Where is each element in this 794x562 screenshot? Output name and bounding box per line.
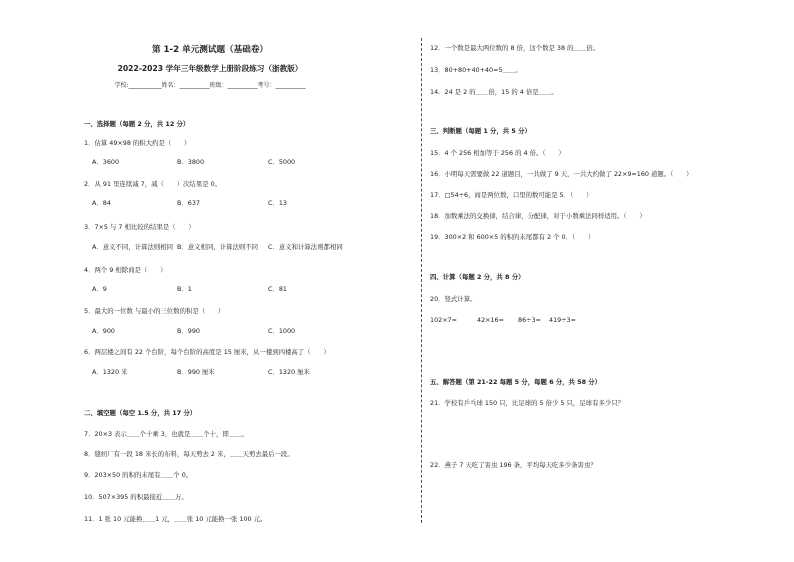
question-17: 17．□54÷6，商是两位数，口里的数可能是 5．（ ）	[430, 191, 593, 199]
question-9: 9．203×50 的积的末尾有＿＿个 0。	[84, 471, 193, 479]
question-22: 22．燕子 7 天吃了害虫 196 条，平均每天吃多少条害虫？	[430, 461, 597, 469]
student-info-line: 学校:___________姓名：__________班级：__________考号：__________	[114, 82, 306, 89]
q6-option-b: B．990 厘米	[177, 368, 215, 376]
question-8: 8．缝纫厂有一段 18 米长的布料，每天剪去 2 米，＿＿天剪去最后一段。	[84, 450, 294, 458]
section-5-heading: 五、解答题（第 21-22 每题 5 分，每题 6 分，共 58 分）	[430, 378, 602, 386]
page-subtitle: 2022-2023 学年三年级数学上册阶段练习（浙教版）	[117, 64, 303, 73]
q4-option-c: C．81	[268, 285, 287, 293]
section-1-heading: 一、选择题（每题 2 分，共 12 分）	[84, 120, 190, 128]
question-20: 20．竖式计算。	[430, 295, 477, 303]
q2-option-b: B．637	[177, 199, 200, 207]
question-19: 19．300×2 和 600×5 的积的末尾都有 2 个 0．（ ）	[430, 233, 595, 241]
page-title: 第 1-2 单元测试题（基础卷）	[151, 45, 269, 55]
q1-option-a: A．3600	[92, 158, 120, 166]
question-2: 2．从 91 里连续减 7，减（ ）次结果是 0。	[84, 180, 222, 188]
question-6: 6．两层楼之间有 22 个台阶，每个台阶的高度是 15 厘米，从一楼到四楼高了（ ）	[84, 348, 330, 356]
q1-option-b: B．3800	[177, 158, 205, 166]
column-divider	[421, 38, 422, 523]
question-1: 1．估算 49×98 的积大约是（ ）	[84, 139, 191, 147]
question-4: 4．两个 9 相除商是（ ）	[84, 266, 167, 274]
question-5: 5．最大的一位数 与最小的三位数的积是（ ）	[84, 307, 225, 315]
question-14: 14．24 是 2 的＿＿倍，15 的 4 倍是＿＿。	[430, 88, 558, 96]
q2-option-c: C．13	[268, 199, 287, 207]
question-13: 13．80+80+40+40=5＿＿。	[430, 66, 522, 74]
q3-option-c: C．意义和计算法则都相同	[268, 243, 343, 251]
calc-item-3: 86÷3=	[518, 316, 541, 324]
question-21: 21．学校有乒乓球 150 只，比足球的 5 倍少 5 只，足球有多少只？	[430, 399, 625, 407]
calc-item-4: 419÷3=	[549, 316, 576, 324]
q6-option-c: C．1320 厘米	[268, 368, 310, 376]
section-3-heading: 三、判断题（每题 1 分，共 5 分）	[430, 127, 531, 135]
q4-option-a: A．9	[92, 285, 107, 293]
q3-option-a: A．意义不同，计算法则相同	[92, 243, 174, 251]
question-15: 15．4 个 256 相加等于 256 的 4 倍。（ ）	[430, 149, 565, 157]
question-18: 18．加数乘法的交换律，结合律，分配律，对于小数乘法同样适用。（ ）	[430, 212, 646, 220]
question-3: 3．7×5 与 7 相比较的结果是（ ）	[84, 223, 195, 231]
q5-option-a: A．900	[92, 327, 115, 335]
section-2-heading: 二、填空题（每空 1.5 分，共 17 分）	[84, 409, 197, 417]
calc-item-2: 42×16=	[477, 316, 504, 324]
question-11: 11．1 张 10 元能换＿＿1 元，＿＿张 10 元能换一张 100 元。	[84, 515, 267, 523]
section-4-heading: 四、计算（每题 2 分，共 8 分）	[430, 273, 525, 281]
q5-option-c: C．1000	[268, 327, 296, 335]
q6-option-a: A．1320 米	[92, 368, 128, 376]
question-7: 7．20×3 表示＿＿个十乘 3，也就是＿＿个十，即＿＿。	[84, 430, 248, 438]
q4-option-b: B．1	[177, 285, 192, 293]
q2-option-a: A．84	[92, 199, 111, 207]
question-16: 16．小明每天需要做 22 道题目，一共做了 9 天，一共大约做了 22×9=160 道题。（ ）	[430, 170, 693, 178]
question-12: 12．一个数是最大两位数的 8 倍，这个数是 38 的＿＿倍。	[430, 44, 600, 52]
q5-option-b: B．990	[177, 327, 200, 335]
question-10: 10．507×395 的积最接近＿＿万。	[84, 493, 188, 501]
calc-item-1: 102×7=	[430, 316, 457, 324]
q1-option-c: C．5000	[268, 158, 296, 166]
q3-option-b: B．意义相同，计算法则不同	[177, 243, 259, 251]
